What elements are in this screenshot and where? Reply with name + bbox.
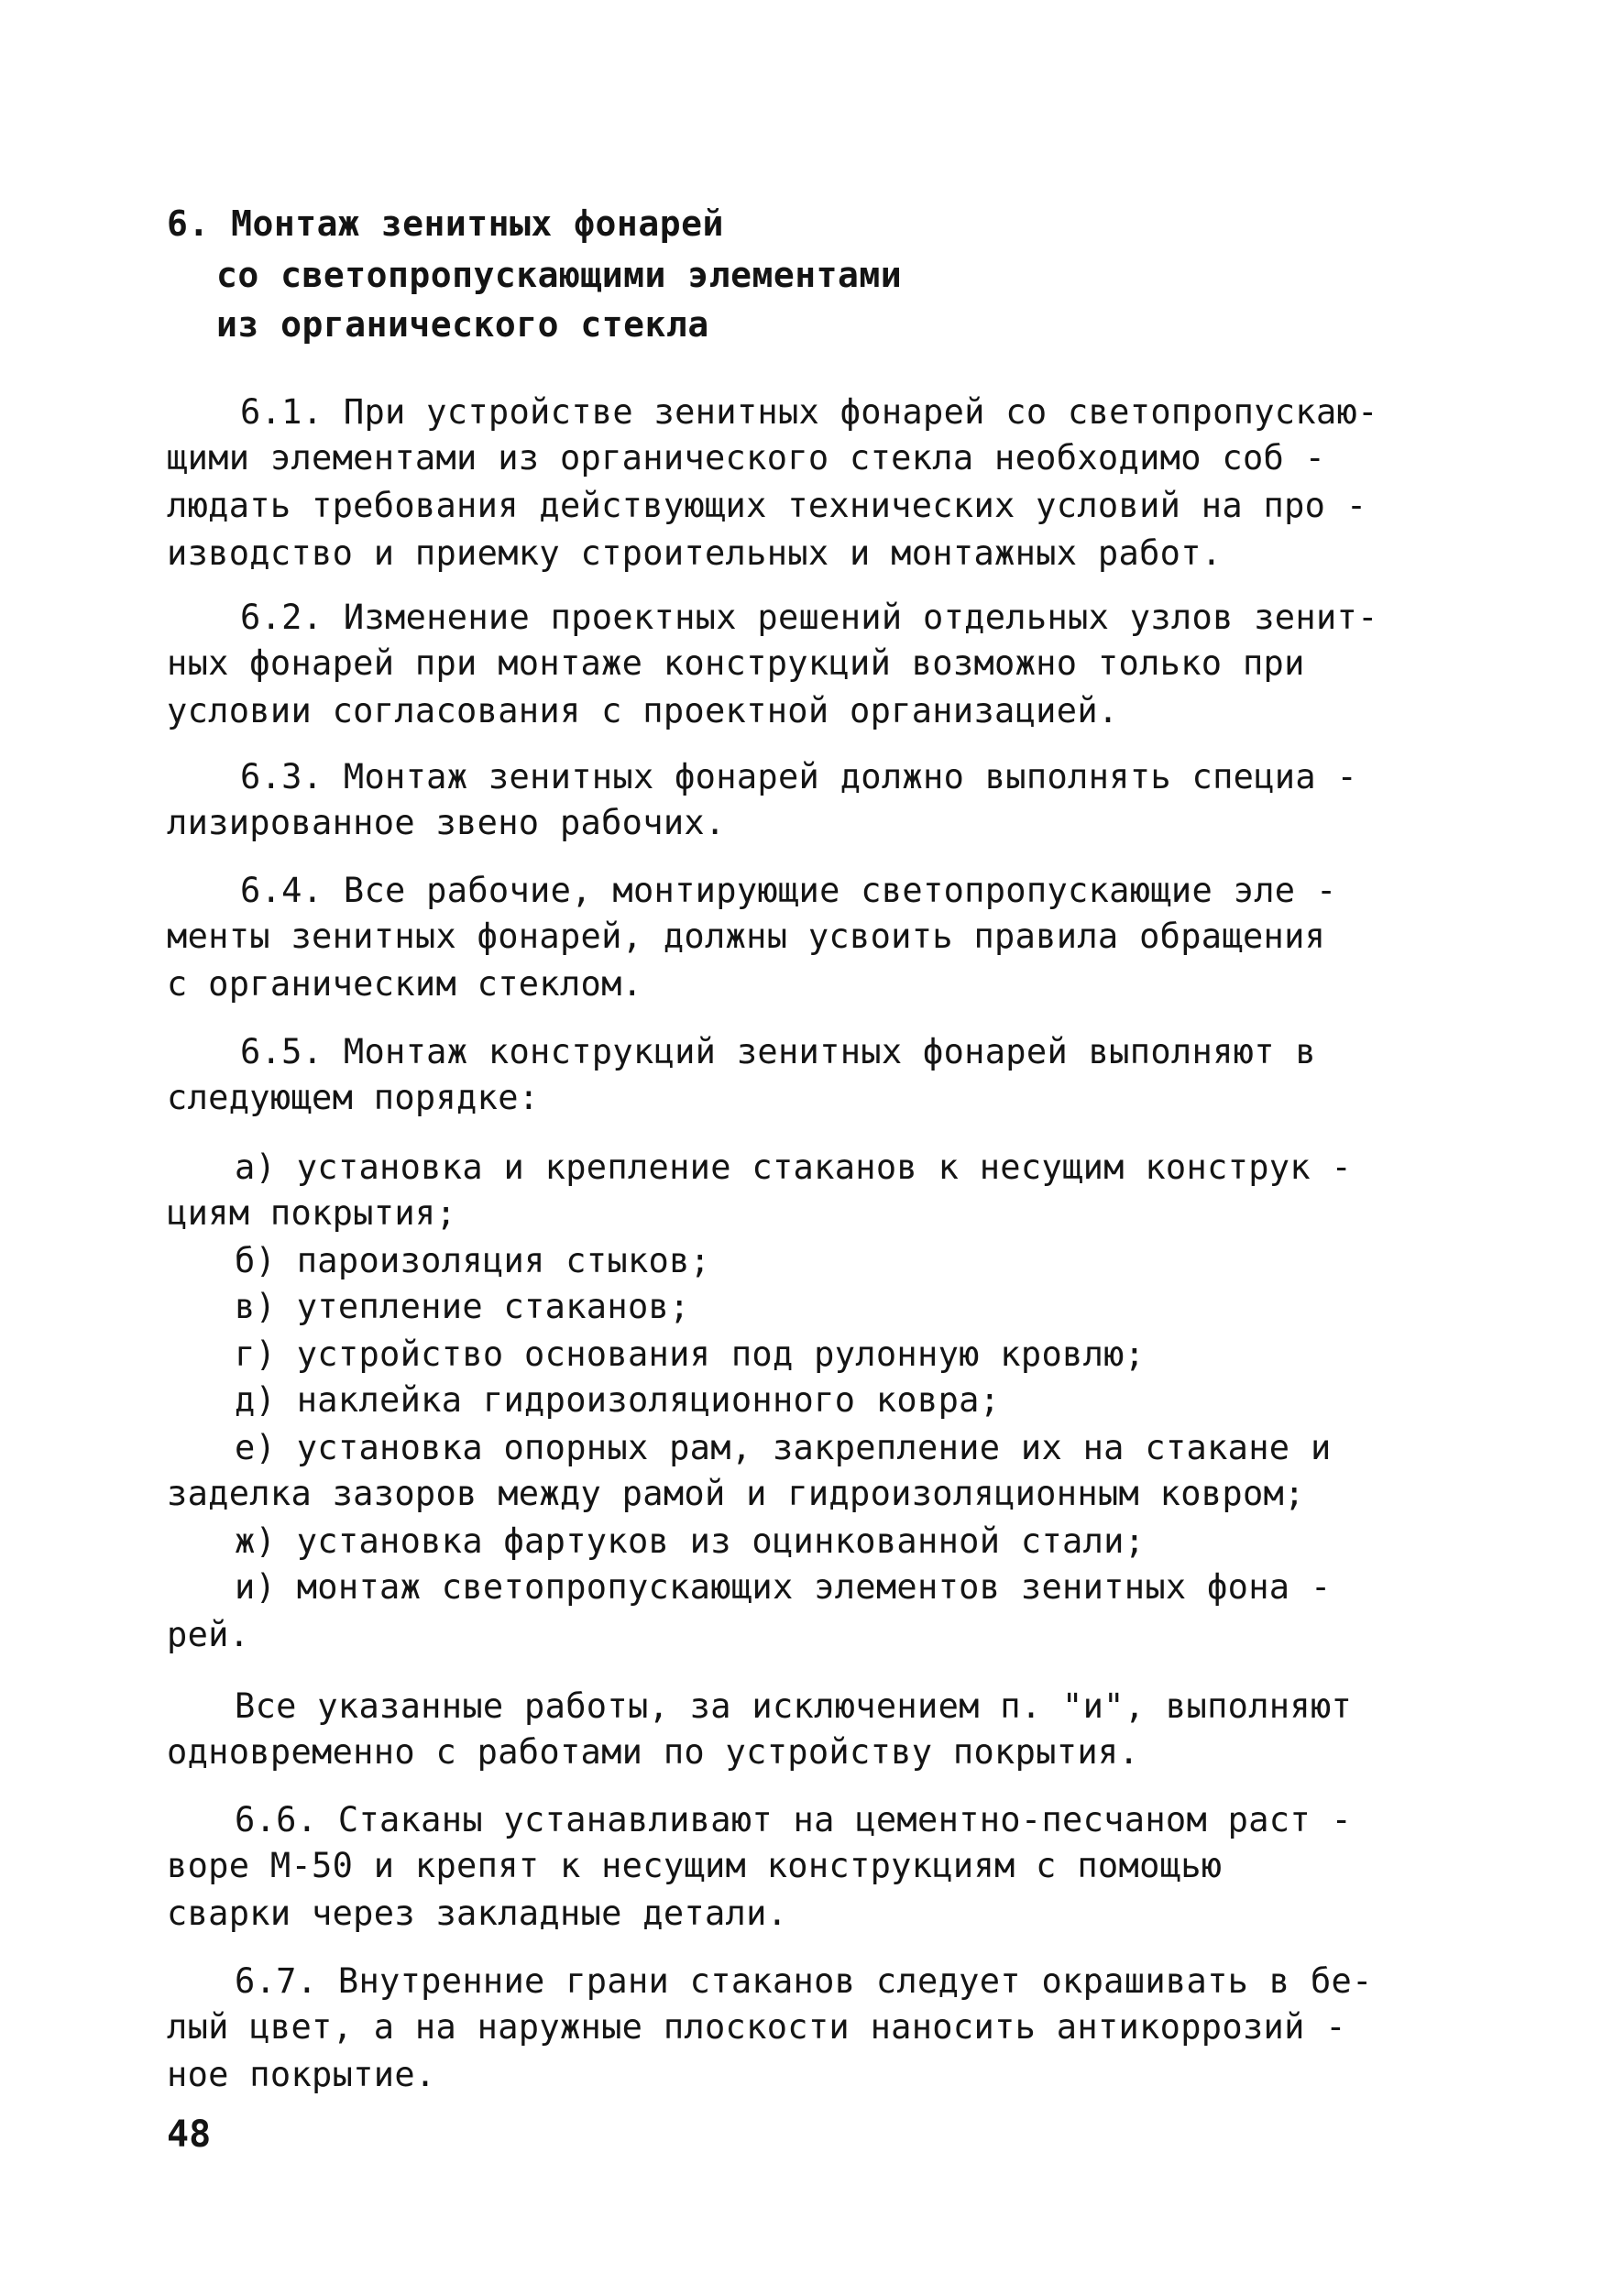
list-item-d: д) наклейка гидроизоляционного ковра; xyxy=(235,1380,1001,1420)
list-item-a-line-2: циям покрытия; xyxy=(167,1193,457,1233)
paragraph-6-2-line-2: ных фонарей при монтаже конструкций возможно только при xyxy=(167,643,1305,683)
note-paragraph-line-2: одновременно с работами по устройству покрытия. xyxy=(167,1732,1140,1772)
paragraph-6-1-line-4: изводство и приемку строительных и монтажных работ. xyxy=(167,533,1223,573)
paragraph-6-6-line-2: воре М-50 и крепят к несущим конструкциям с помощью xyxy=(167,1846,1223,1885)
paragraph-6-3-line-1: 6.3. Монтаж зенитных фонарей должно выполнять специа - xyxy=(240,757,1358,796)
paragraph-6-1-line-1: 6.1. При устройстве зенитных фонарей со светопропускаю- xyxy=(240,392,1378,432)
section-heading-line-3: из органического стекла xyxy=(216,304,709,345)
list-item-g: г) устройство основания под рулонную кровлю; xyxy=(235,1334,1146,1374)
list-item-zh: ж) установка фартуков из оцинкованной стали; xyxy=(235,1521,1146,1561)
paragraph-6-5-line-2: следующем порядке: xyxy=(167,1078,540,1117)
paragraph-6-7-line-1: 6.7. Внутренние грани стаканов следует окрашивать в бе- xyxy=(235,1961,1373,2001)
paragraph-6-4-line-1: 6.4. Все рабочие, монтирующие светопропускающие эле - xyxy=(240,871,1337,910)
list-item-i-line-1: и) монтаж светопропускающих элементов зенитных фона - xyxy=(235,1567,1332,1607)
section-heading-line-1: 6. Монтаж зенитных фонарей xyxy=(167,203,724,244)
paragraph-6-5-line-1: 6.5. Монтаж конструкций зенитных фонарей выполняют в xyxy=(240,1032,1316,1071)
paragraph-6-3-line-2: лизированное звено рабочих. xyxy=(167,803,726,842)
paragraph-6-4-line-3: с органическим стеклом. xyxy=(167,964,643,1004)
page-number: 48 xyxy=(167,2114,212,2156)
list-item-e-line-2: заделка зазоров между рамой и гидроизоляционным ковром; xyxy=(167,1474,1305,1513)
paragraph-6-2-line-3: условии согласования с проектной организацией. xyxy=(167,691,1119,730)
paragraph-6-2-line-1: 6.2. Изменение проектных решений отдельных узлов зенит- xyxy=(240,598,1378,637)
list-item-i-line-2: рей. xyxy=(167,1615,250,1654)
section-heading-line-2: со светопропускающими элементами xyxy=(216,255,903,295)
paragraph-6-4-line-2: менты зенитных фонарей, должны усвоить правила обращения xyxy=(167,917,1326,956)
paragraph-6-6-line-3: сварки через закладные детали. xyxy=(167,1894,788,1933)
paragraph-6-1-line-3: людать требования действующих технических условий на про - xyxy=(167,486,1367,525)
list-item-e-line-1: е) установка опорных рам, закрепление их на стакане и xyxy=(235,1428,1332,1467)
paragraph-6-7-line-2: лый цвет, а на наружные плоскости наносить антикоррозий - xyxy=(167,2007,1346,2047)
paragraph-6-7-line-3: ное покрытие. xyxy=(167,2055,436,2094)
note-paragraph-line-1: Все указанные работы, за исключением п. "и", выполняют xyxy=(235,1686,1353,1726)
list-item-b: б) пароизоляция стыков; xyxy=(235,1241,711,1280)
list-item-v: в) утепление стаканов; xyxy=(235,1287,690,1326)
paragraph-6-6-line-1: 6.6. Стаканы устанавливают на цементно-песчаном раст - xyxy=(235,1800,1353,1839)
paragraph-6-1-line-2: щими элементами из органического стекла необходимо соб - xyxy=(167,438,1326,478)
list-item-a-line-1: а) установка и крепление стаканов к несущим конструк - xyxy=(235,1147,1353,1187)
